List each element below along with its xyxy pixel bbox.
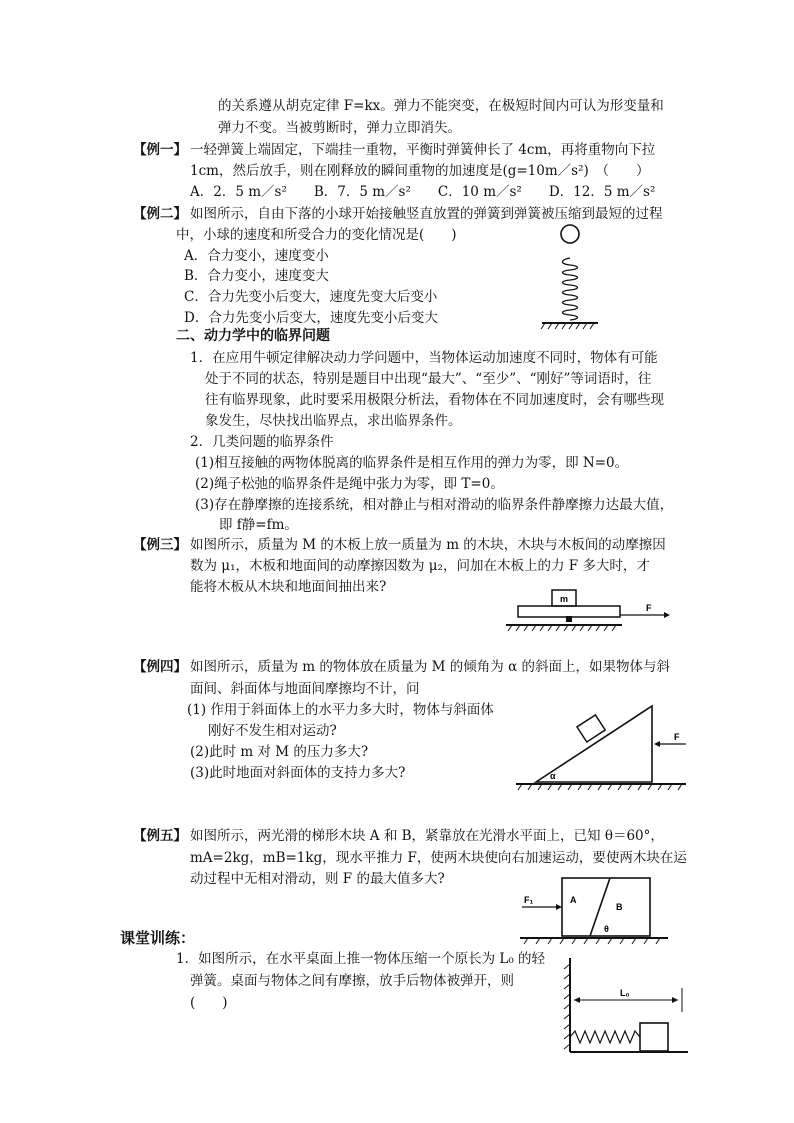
example-4-line-2: 面间、斜面体与地面间摩擦均不计，问: [190, 681, 420, 697]
example-2-line-1: 如图所示，自由下落的小球开始接触竖直放置的弹簧到弹簧被压缩到最短的过程: [190, 206, 663, 222]
example-1-tag: 【例一】: [133, 142, 187, 158]
example-3-line-1: 如图所示，质量为 M 的木板上放一质量为 m 的木块，木块与木板间的动摩擦因: [190, 537, 666, 553]
example-1-line-2: 1cm，然后放手，则在刚释放的瞬间重物的加速度是(g=10m／s²) （ ）: [190, 163, 650, 179]
example-1-options: A．2．5 m／s² B．7．5 m／s² C．10 m／s² D．12．5 m／s²: [190, 184, 656, 200]
example-5-tag: 【例五】: [133, 828, 187, 844]
example-2-line-2: 中，小球的速度和所受合力的变化情况是( ): [176, 227, 457, 243]
section-2-p2: 2．几类问题的临界条件: [190, 434, 334, 450]
incline-figure: [514, 700, 694, 792]
example-4-tag: 【例四】: [133, 659, 187, 675]
condition-1: (1)相互接触的两物体脱离的临界条件是相互作用的弹力为零，即 N=0。: [195, 455, 629, 471]
angle-label: α: [550, 771, 556, 781]
block-b-label: B: [616, 902, 623, 912]
object-block: [640, 1023, 668, 1051]
condition-3-line-2: 即 f静=fm。: [219, 517, 298, 533]
condition-3-line-1: (3)存在静摩擦的连接系统，相对静止与相对滑动的临界条件静摩擦力达最大值，: [195, 497, 674, 513]
intro-line-1: 的关系遵从胡克定律 F=kx。弹力不能突变，在极短时间内可认为形变量和: [218, 98, 664, 114]
training-q1-line-3: ( ): [190, 995, 228, 1011]
spring: [570, 1031, 640, 1043]
section-2-p1-line-2: 处于不同的状态，特别是题目中出现“最大”、“至少”、“刚好”等词语时，往: [205, 371, 652, 387]
example-4-q1-line-1: (1) 作用于斜面体上的水平力多大时，物体与斜面体: [187, 702, 494, 718]
example-2-tag: 【例二】: [133, 206, 187, 222]
ball-spring-figure: [540, 222, 600, 330]
example-3-line-3: 能将木板从木块和地面间抽出来?: [190, 579, 387, 595]
section-2-title: 二、动力学中的临界问题: [176, 328, 330, 344]
section-2-p1-line-1: 1．在应用牛顿定律解决动力学问题中，当物体运动加速度不同时，物体有可能: [190, 350, 658, 366]
section-2-p1-line-3: 往有临界现象，此时要采用极限分析法，看物体在不同加速度时，会有哪些现: [205, 392, 664, 408]
board-M: [518, 606, 620, 617]
training-q1-line-2: 弹簧。桌面与物体之间有摩擦，放手后物体被弹开，则: [190, 973, 514, 989]
example-1-line-1: 一轻弹簧上端固定，下端挂一重物，平衡时弹簧伸长了 4cm，再将重物向下拉: [190, 142, 656, 158]
example-5-line-2: mA=2kg，mB=1kg，现水平推力 F，使两木块使向右加速运动，要使两木块在运: [190, 850, 687, 866]
spring-wall-figure: [556, 952, 692, 1058]
training-q1-line-1: 1．如图所示，在水平桌面上推一物体压缩一个原长为 L₀ 的轻: [176, 951, 546, 967]
example-5-line-1: 如图所示，两光滑的梯形木块 A 和 B，紧靠放在光滑水平面上，已知 θ＝60°，: [190, 828, 664, 844]
theta-label: θ: [604, 924, 609, 934]
example-2-option-d: D．合力先变小后变大，速度先变小后变大: [184, 310, 438, 326]
example-4-line-1: 如图所示，质量为 m 的物体放在质量为 M 的倾角为 α 的斜面上，如果物体与斜: [190, 659, 670, 675]
training-title: 课堂训练：: [120, 929, 196, 947]
force-label: F: [674, 732, 680, 742]
ball: [561, 225, 579, 243]
example-2-option-c: C．合力先变小后变大，速度先变大后变小: [184, 289, 438, 305]
example-3-tag: 【例三】: [133, 537, 187, 553]
example-4-q3: (3)此时地面对斜面体的支持力多大?: [190, 765, 406, 781]
example-4-q2: (2)此时 m 对 M 的压力多大?: [190, 744, 369, 760]
force-label: F₁: [524, 895, 534, 905]
trapezoid-blocks-figure: [518, 874, 672, 944]
intro-line-2: 弹力不变。当被剪断时，弹力立即消失。: [218, 120, 461, 136]
block-m-label: m: [560, 594, 569, 604]
example-2-option-b: B．合力变小，速度变大: [184, 268, 329, 284]
spring: [563, 258, 578, 320]
board-block-figure: [504, 588, 674, 636]
example-2-option-a: A．合力变小，速度变小: [184, 248, 329, 264]
block-on-incline: [577, 715, 605, 742]
block-a-label: A: [570, 895, 577, 905]
force-label: F: [646, 603, 652, 613]
length-label: L₀: [620, 988, 630, 998]
condition-2: (2)绳子松弛的临界条件是绳中张力为零，即 T=0。: [195, 476, 504, 492]
example-4-q1-line-2: 刚好不发生相对运动?: [208, 723, 337, 739]
example-5-line-3: 动过程中无相对滑动，则 F 的最大值多大?: [190, 871, 445, 887]
example-3-line-2: 数为 μ₁，木板和地面间的动摩擦因数为 μ₂，问加在木板上的力 F 多大时，才: [190, 558, 650, 574]
section-2-p1-line-4: 象发生，尽快找出临界点，求出临界条件。: [205, 413, 462, 429]
